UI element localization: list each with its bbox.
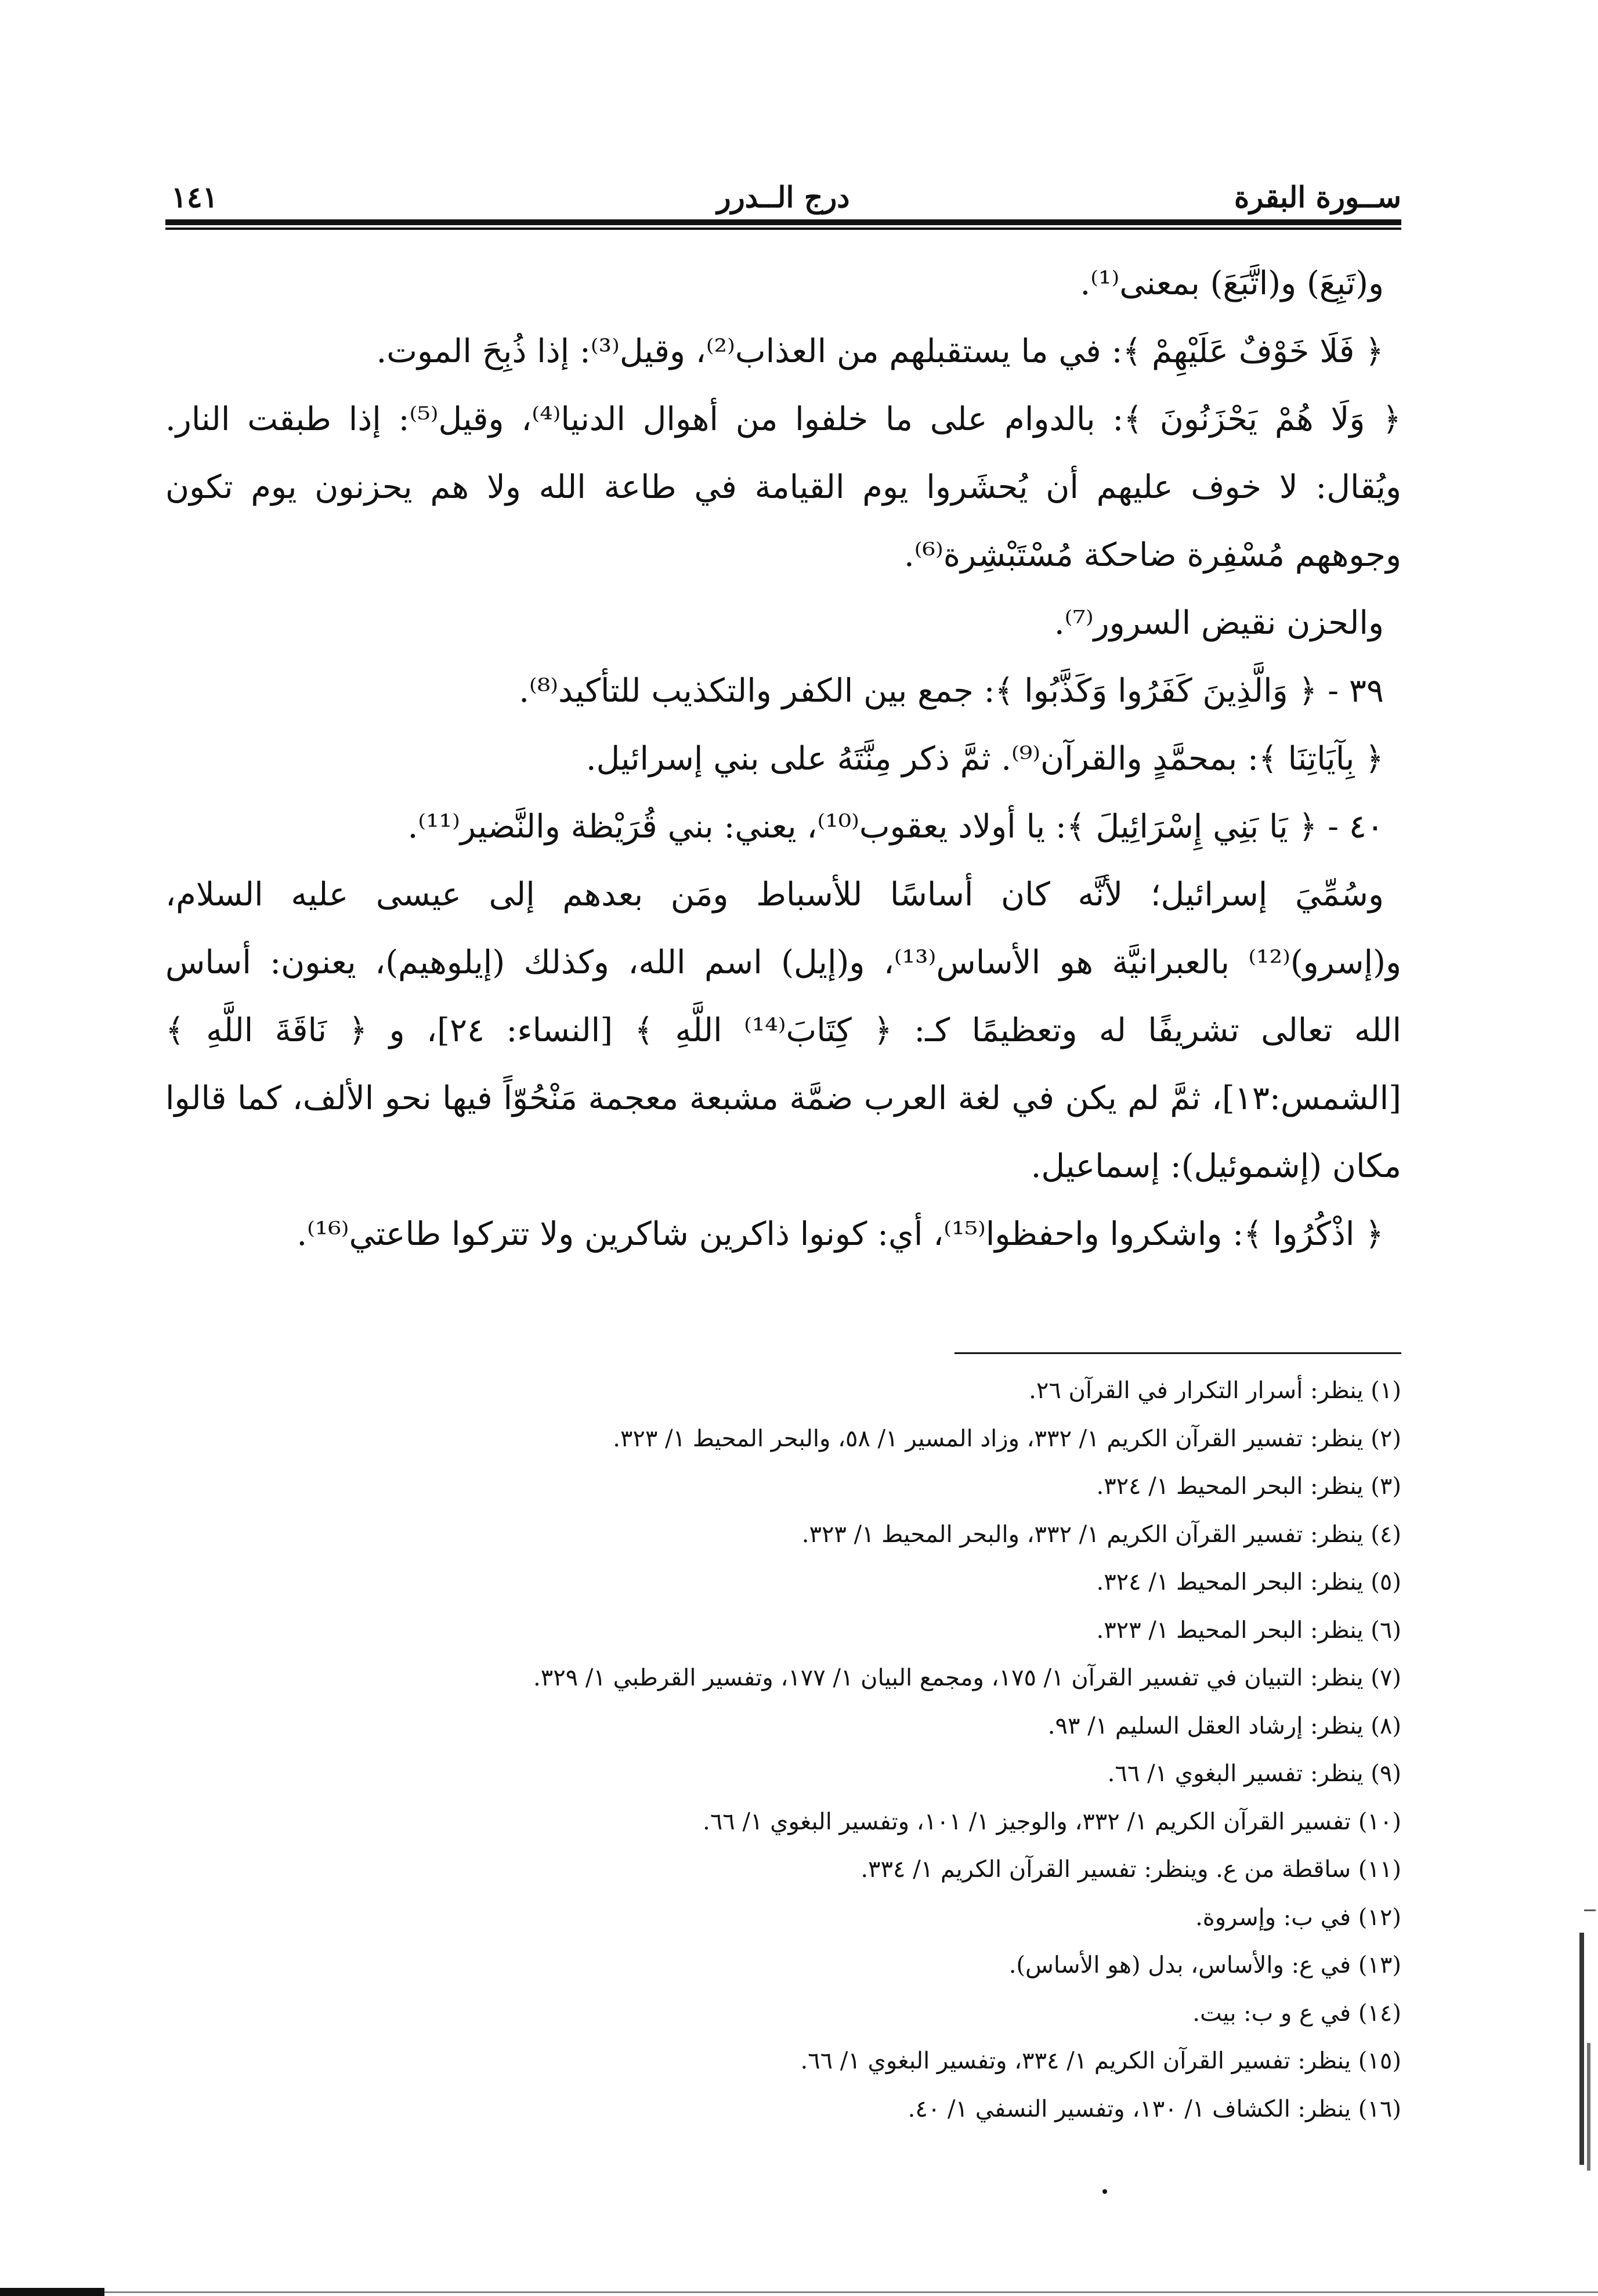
text-line: و(تَبِعَ) و(اتَّبَعَ) بمعنى⁽¹⁾. (1080, 265, 1384, 302)
header-rule-thick (165, 219, 1401, 225)
verse-heading-39: ٣٩ - ﴿ وَالَّذِينَ كَفَرُوا وَكَذَّبُوا ﴾: جمع بين الكفر والتكذيب للتأكيد⁽⁸⁾. (519, 672, 1384, 710)
footnote: (٤) ينظر: تفسير القرآن الكريم ١/ ٣٣٢، والبحر المحيط ١/ ٣٢٣. (801, 1521, 1401, 1548)
footnote: (١٠) تفسير القرآن الكريم ١/ ٣٣٢، والوجيز ١/ ١٠١، وتفسير البغوي ١/ ٦٦. (703, 1808, 1401, 1835)
footnote: (١٥) ينظر: تفسير القرآن الكريم ١/ ٣٣٤، وتفسير البغوي ١/ ٦٦. (800, 2048, 1401, 2074)
page-number: ١٤١ (171, 180, 218, 214)
text-line: ﴿ اذْكُرُوا ﴾: واشكروا واحفظوا⁽¹⁵⁾، أي: كونوا ذاكرين شاكرين ولا تتركوا طاعتي⁽¹⁶⁾. (297, 1215, 1384, 1253)
text-line: ويُقال: لا خوف عليهم أن يُحشَروا يوم القيامة في طاعة الله ولا هم يحزنون يوم تكون (165, 468, 1401, 506)
footnote: (١٢) في ب: وإسروة. (1195, 1904, 1401, 1931)
footnote: (١٣) في ع: والأساس، بدل (هو الأساس). (1008, 1952, 1401, 1979)
text-line: ﴿ وَلَا هُمْ يَحْزَنُونَ ﴾: بالدوام على ما خلفوا من أهوال الدنيا⁽⁴⁾، وقيل⁽⁵⁾: إذا طبقت النار. (165, 400, 1401, 438)
scan-edge-mark (1584, 1909, 1596, 1911)
text-line: وسُمِّيَ إسرائيل؛ لأنَّه كان أساسًا للأسباط ومَن بعدهم إلى عيسى عليه السلام، (165, 876, 1384, 914)
footnote: (٥) ينظر: البحر المحيط ١/ ٣٢٤. (1096, 1569, 1401, 1595)
scan-dot (1102, 2189, 1107, 2194)
text-line: مكان (إشموئيل): إسماعيل. (1031, 1147, 1401, 1185)
text-line: ﴿ فَلَا خَوْفٌ عَلَيْهِمْ ﴾: في ما يستقبلهم من العذاب⁽²⁾، وقيل⁽³⁾: إذا ذُبِحَ الموت. (376, 333, 1384, 370)
footnote: (٨) ينظر: إرشاد العقل السليم ١/ ٩٣. (1047, 1712, 1401, 1739)
footnote: (١١) ساقطة من ع. وينظر: تفسير القرآن الكريم ١/ ٣٣٤. (861, 1856, 1401, 1883)
footnote: (٧) ينظر: التبيان في تفسير القرآن ١/ ١٧٥، ومجمع البيان ١/ ١٧٧، وتفسير القرطبي ١/ ٣٢٩. (533, 1665, 1401, 1691)
footnote: (٢) ينظر: تفسير القرآن الكريم ١/ ٣٣٢، وزاد المسير ١/ ٥٨، والبحر المحيط ١/ ٣٢٣. (613, 1425, 1401, 1452)
text-line: ﴿ بِآيَاتِنَا ﴾: بمحمَّدٍ والقرآن⁽⁹⁾. ثمَّ ذكر مِنَّتَهُ على بني إسرائيل. (585, 740, 1384, 778)
header-surah-name: ســورة البقرة (1234, 180, 1401, 214)
footnote-separator (955, 1352, 1401, 1354)
scan-edge-mark (1579, 1933, 1584, 2165)
header-book-title: درج الــدرر (717, 180, 850, 214)
footnote: (٩) ينظر: تفسير البغوي ١/ ٦٦. (1107, 1760, 1401, 1787)
running-header (165, 174, 1401, 221)
footnote: (٣) ينظر: البحر المحيط ١/ ٣٢٤. (1096, 1473, 1401, 1500)
text-line: والحزن نقيض السرور⁽⁷⁾. (1054, 604, 1384, 642)
footnote: (١٦) ينظر: الكشاف ١/ ١٣٠، وتفسير النسفي ١/ ٤٠. (908, 2095, 1401, 2122)
text-line: وجوههم مُسْفِرة ضاحكة مُسْتَبْشِرة⁽⁶⁾. (903, 536, 1401, 574)
text-line: [الشمس:١٣]، ثمَّ لم يكن في لغة العرب ضمَّة مشبعة معجمة مَنْحُوّاً فيها نحو الألف، كما قالوا (165, 1080, 1401, 1117)
main-text (165, 250, 1401, 1268)
scan-bottom-line (104, 2291, 1598, 2293)
scan-bottom-bar (0, 2288, 104, 2296)
footnote: (١) ينظر: أسرار التكرار في القرآن ٢٦. (1029, 1377, 1401, 1404)
text-line: و(إسرو)⁽¹²⁾ بالعبرانيَّة هو الأساس⁽¹³⁾، و(إيل) اسم الله، وكذلك (إيلوهيم)، يعنون: أساس (165, 944, 1401, 981)
footnote: (١٤) في ع و ب: بيت. (1192, 1999, 1401, 2027)
footnotes (165, 1367, 1401, 2133)
scan-edge-mark (1587, 2043, 1590, 2171)
text-line: الله تعالى تشريفًا له وتعظيمًا كـ: ﴿ كِتَابَ⁽¹⁴⁾ اللَّهِ ﴾ [النساء: ٢٤]، و ﴿ نَاقَةَ اللَّهِ ﴾ (165, 1012, 1401, 1049)
footnote: (٦) ينظر: البحر المحيط ١/ ٣٢٣. (1096, 1616, 1401, 1644)
header-rule-thin (165, 228, 1401, 230)
verse-heading-40: ٤٠ - ﴿ يَا بَنِي إِسْرَائِيلَ ﴾: يا أولاد يعقوب⁽¹⁰⁾، يعني: بني قُرَيْظة والنَّضير⁽¹¹⁾. (407, 808, 1384, 846)
